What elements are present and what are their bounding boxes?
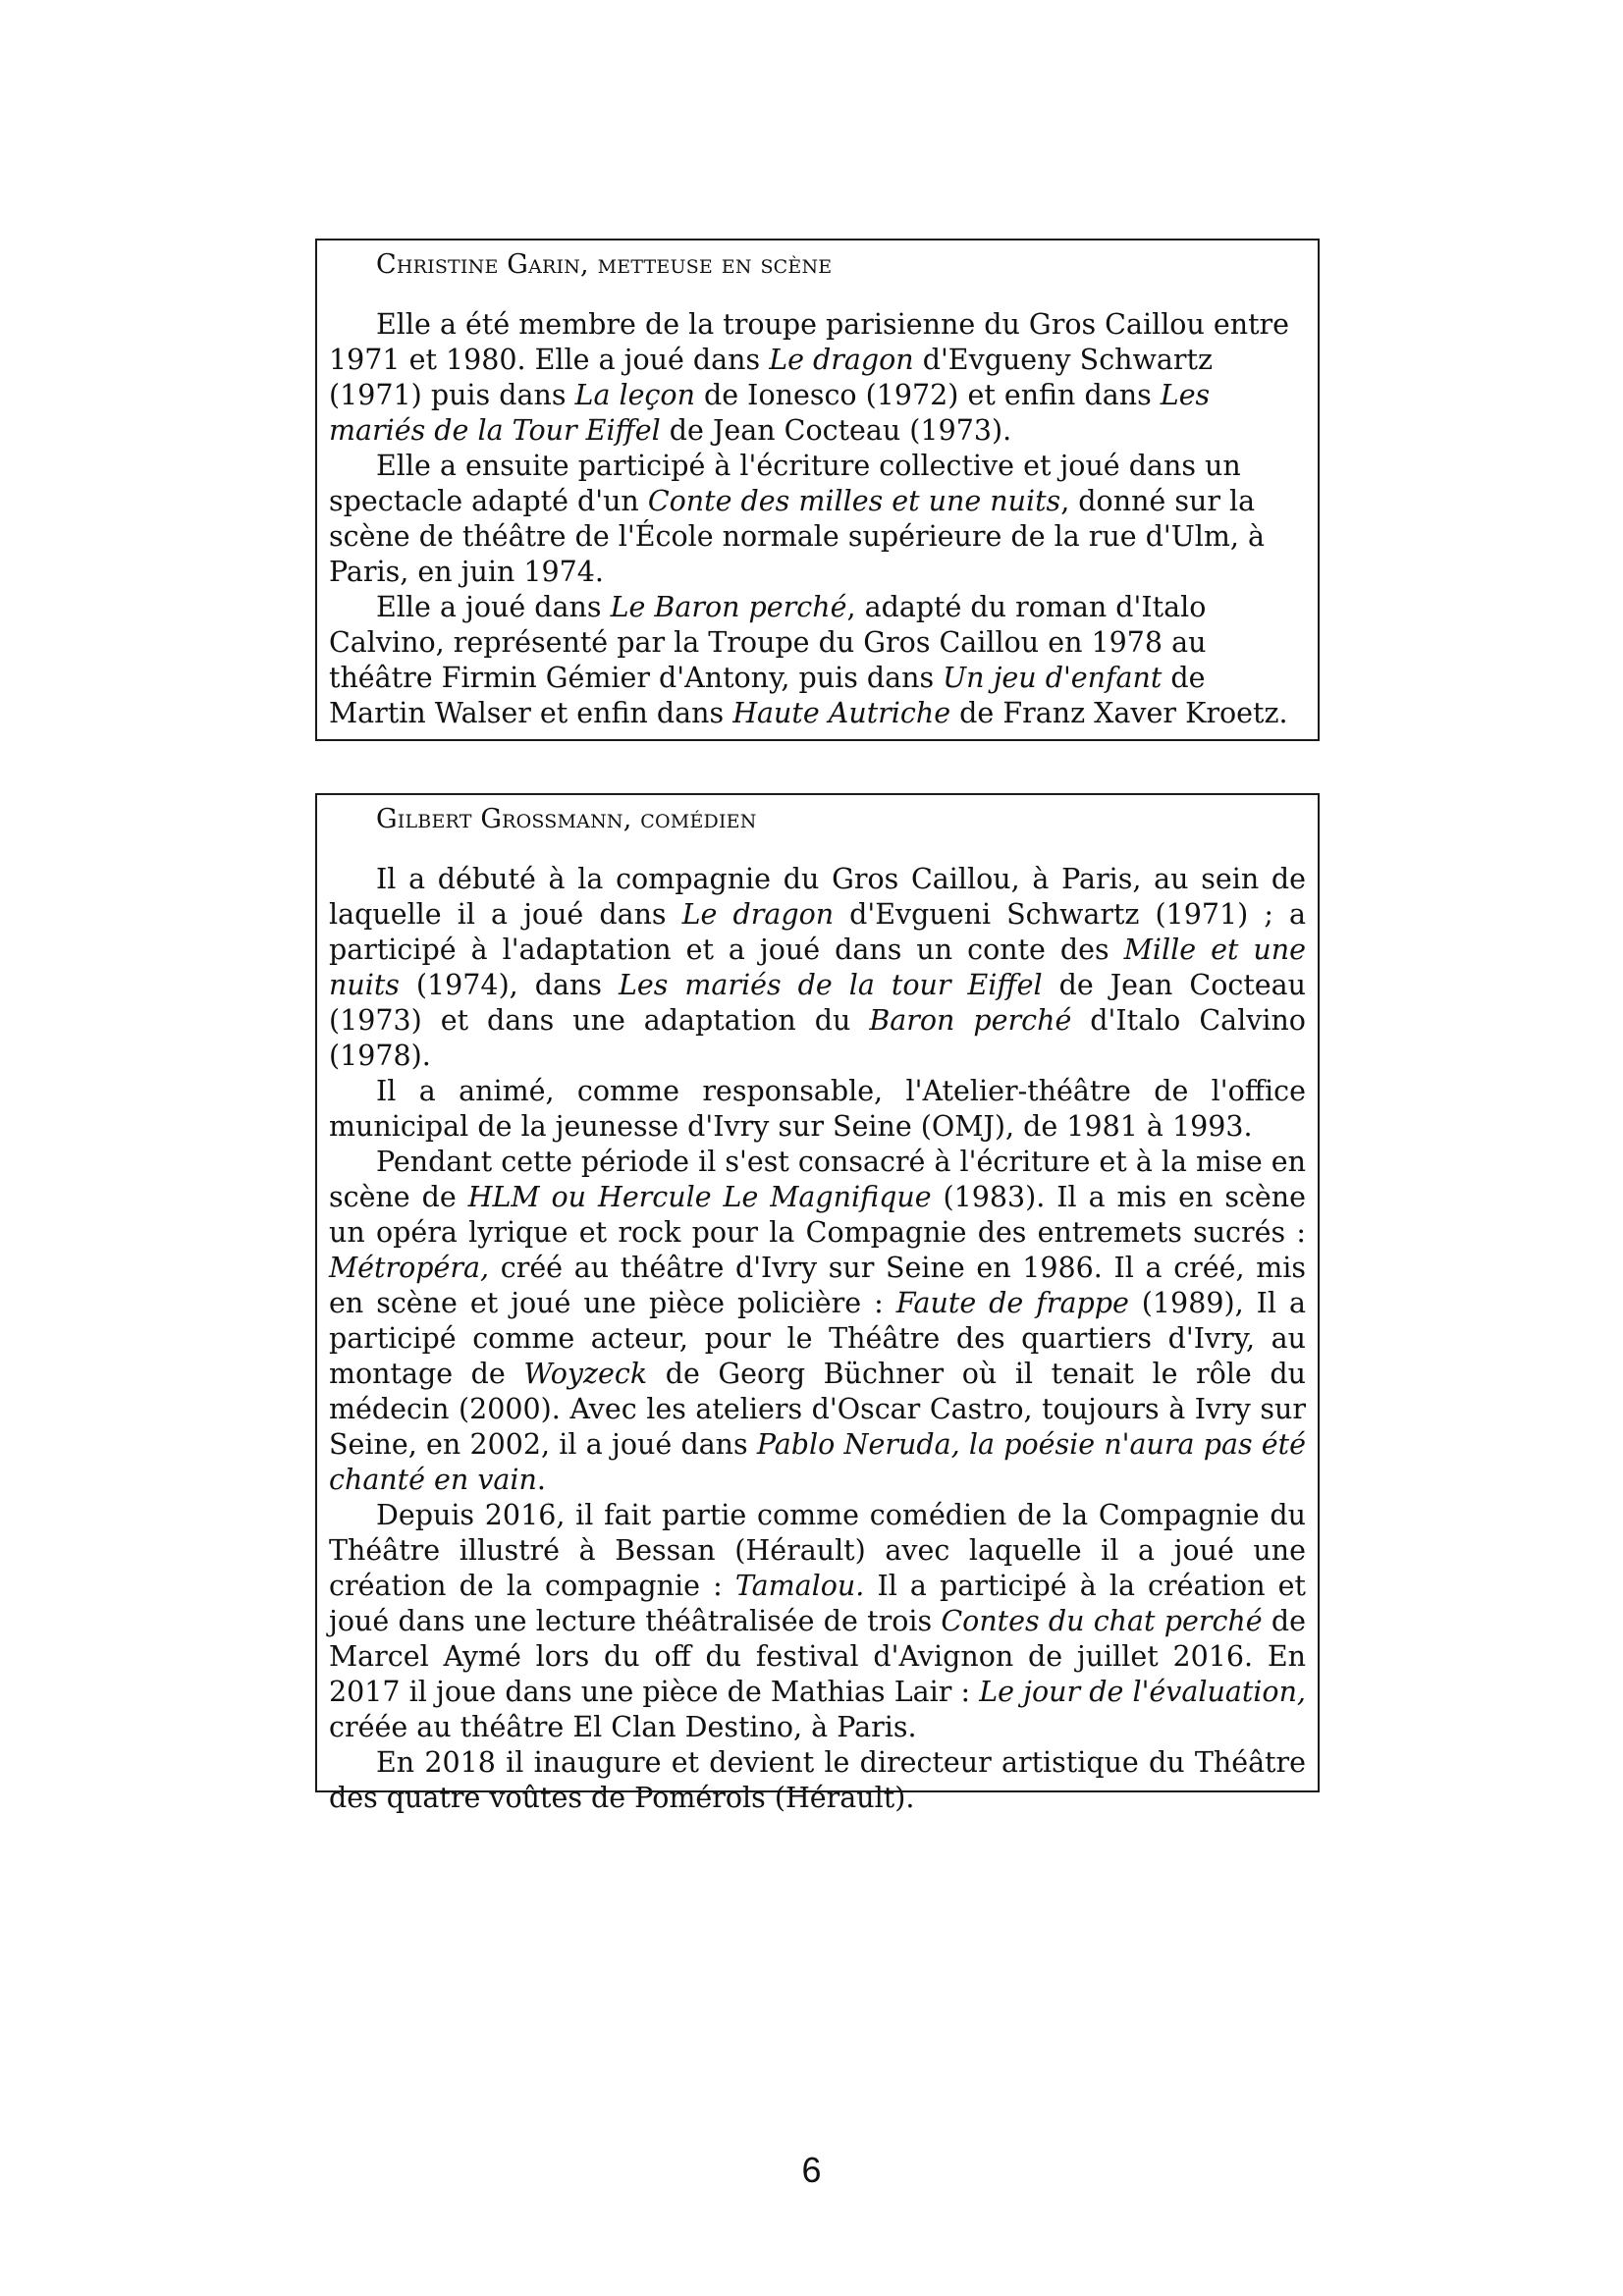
work-title: Un jeu d'enfant xyxy=(943,662,1163,694)
work-title: Le jour de l'évaluation, xyxy=(979,1676,1306,1708)
paragraph: Pendant cette période il s'est consacré à l'écriture et à la mise en scène de HLM ou Hercule Le Magnifique (1983). Il a mis en scène un opéra lyrique et rock pour la Compagnie des entremets sucrés : Métropéra, créé au théâtre d'Ivry sur Seine en 1986. Il a créé, mis en scène et joué une pièce policière : Faute de frappe (1989), Il a participé comme acteur, pour le Théâtre des quartiers d'Ivry, au montage de Woyzeck de Georg Büchner où il tenait le rôle du médecin (2000). Avec les ateliers d'Oscar Castro, toujours à Ivry sur Seine, en 2002, il a joué dans Pablo Neruda, la poésie n'aura pas été chanté en vain. xyxy=(329,1146,1306,1496)
bio-heading: Christine Garin, metteuse en scène xyxy=(376,249,833,280)
work-title: Conte des milles et une nuits xyxy=(647,485,1061,517)
work-title: Haute Autriche xyxy=(732,697,951,729)
work-title: Mille et une nuits xyxy=(329,934,1306,1001)
paragraph: Elle a été membre de la troupe parisienne du Gros Caillou entre 1971 et 1980. Elle a joué dans Le dragon d'Evgueny Schwartz (1971) puis dans La leçon de Ionesco (1972) et enfin dans Les mariés de la Tour Eiffel de Jean Cocteau (1973). xyxy=(329,308,1290,447)
work-title: Le dragon xyxy=(769,344,914,376)
bio-text xyxy=(329,307,1306,731)
work-title: Baron perché xyxy=(869,1004,1072,1037)
work-title: Métropéra, xyxy=(329,1252,490,1284)
work-title: Faute de frappe xyxy=(895,1287,1129,1319)
paragraph: Elle a ensuite participé à l'écriture collective et joué dans un spectacle adapté d'un Conte des milles et une nuits, donné sur la scène de théâtre de l'École normale supérieure de la rue d'Ulm, à Paris, en juin 1974. xyxy=(329,450,1266,588)
bio-box-gilbert-grossmann xyxy=(315,793,1320,1814)
page-number: 6 xyxy=(801,2150,822,2190)
paragraph: Elle a joué dans Le Baron perché, adapté du roman d'Italo Calvino, représenté par la Troupe du Gros Caillou en 1978 au théâtre Firmin Gémier d'Antony, puis dans Un jeu d'enfant de Martin Walser et enfin dans Haute Autriche de Franz Xaver Kroetz. xyxy=(329,591,1288,729)
bio-box-christine-garin xyxy=(315,239,1320,741)
bio-heading: Gilbert Grossmann, comédien xyxy=(376,804,757,834)
bio-text xyxy=(329,862,1306,1816)
paragraph: Depuis 2016, il fait partie comme comédien de la Compagnie du Théâtre illustré à Bessan (Hérault) avec laquelle il a joué une création de la compagnie : Tamalou. Il a participé à la création et joué dans une lecture théâtralisée de trois Contes du chat perché de Marcel Aymé lors du off du festival d'Avignon de juillet 2016. En 2017 il joue dans une pièce de Mathias Lair : Le jour de l'évaluation, créée au théâtre El Clan Destino, à Paris. xyxy=(329,1499,1306,1743)
paragraph: Il a animé, comme responsable, l'Atelier-théâtre de l'office municipal de la jeunesse d'Ivry sur Seine (OMJ), de 1981 à 1993. xyxy=(329,1075,1306,1143)
work-title: Les mariés de la Tour Eiffel xyxy=(329,379,1211,447)
paragraph: Il a débuté à la compagnie du Gros Caillou, à Paris, au sein de laquelle il a joué dans Le dragon d'Evgueni Schwartz (1971) ; a participé à l'adaptation et a joué dans un conte des Mille et une nuits (1974), dans Les mariés de la tour Eiffel de Jean Cocteau (1973) et dans une adaptation du Baron perché d'Italo Calvino (1978). xyxy=(329,863,1306,1072)
paragraph: En 2018 il inaugure et devient le directeur artistique du Théâtre des quatre voûtes de Pomérols (Hérault). xyxy=(329,1746,1306,1814)
work-title: Tamalou. xyxy=(734,1570,865,1602)
work-title: Pablo Neruda, la poésie n'aura pas été chanté en vain xyxy=(329,1428,1306,1496)
work-title: Les mariés de la tour Eiffel xyxy=(618,969,1043,1001)
work-title: Le Baron perché xyxy=(610,591,847,623)
work-title: Contes du chat perché xyxy=(941,1605,1263,1637)
work-title: HLM ou Hercule Le Magnifique xyxy=(467,1181,932,1213)
work-title: Woyzeck xyxy=(523,1358,648,1390)
work-title: La leçon xyxy=(574,379,695,411)
work-title: Le dragon xyxy=(681,898,835,931)
